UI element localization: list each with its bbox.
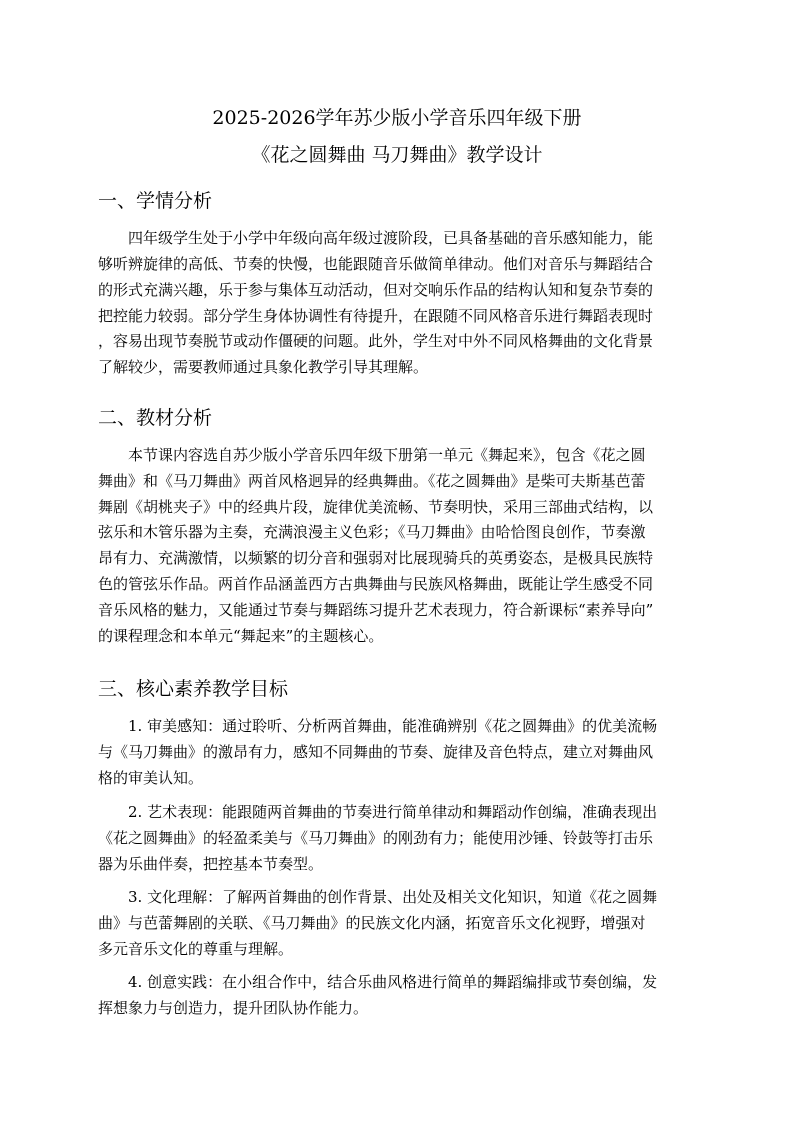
- paragraph-line: 舞曲》和《马刀舞曲》两首风格迥异的经典舞曲。《花之圆舞曲》是柴可夫斯基芭蕾: [98, 472, 646, 490]
- section-heading-learner-analysis: 一、学情分析: [98, 190, 213, 212]
- paragraph-line: 够听辨旋律的高低、节奏的快慢，也能跟随音乐做简单律动。他们对音乐与舞蹈结合: [98, 255, 654, 273]
- objective-line: 挥想象力与创造力，提升团队协作能力。: [98, 999, 369, 1017]
- objective-line: 1. 审美感知：通过聆听、分析两首舞曲，能准确辨别《花之圆舞曲》的优美流畅: [128, 717, 658, 735]
- objective-line: 格的审美认知。: [98, 769, 204, 787]
- paragraph-line: 音乐风格的魅力，又能通过节奏与舞蹈练习提升艺术表现力，符合新课标“素养导向”: [98, 601, 654, 619]
- paragraph-line: 把控能力较弱。部分学生身体协调性有待提升，在跟随不同风格音乐进行舞蹈表现时: [98, 307, 654, 325]
- paragraph-line: 的形式充满兴趣，乐于参与集体互动活动，但对交响乐作品的结构认知和复杂节奏的: [98, 281, 654, 299]
- paragraph-line: 昂有力、充满激情，以频繁的切分音和强弱对比展现骑兵的英勇姿态，是极具民族特: [98, 549, 654, 567]
- paragraph-line: 四年级学生处于小学中年级向高年级过渡阶段，已具备基础的音乐感知能力，能: [128, 229, 654, 247]
- section-heading-teaching-objectives: 三、核心素养教学目标: [98, 678, 289, 700]
- objective-line: 4. 创意实践：在小组合作中，结合乐曲风格进行简单的舞蹈编排或节奏创编，发: [128, 973, 658, 991]
- paragraph-line: 舞剧《胡桃夹子》中的经典片段，旋律优美流畅、节奏明快，采用三部曲式结构，以: [98, 498, 654, 516]
- paragraph-line: 本节课内容选自苏少版小学音乐四年级下册第一单元《舞起来》，包含《花之圆: [128, 446, 646, 464]
- paragraph-line: 的课程理念和本单元“舞起来”的主题核心。: [98, 627, 384, 645]
- paragraph-line: 色的管弦乐作品。两首作品涵盖西方古典舞曲与民族风格舞曲，既能让学生感受不同: [98, 575, 654, 593]
- paragraph-line: 了解较少，需要教师通过具象化教学引导其理解。: [98, 358, 429, 376]
- document-title-line1: 2025-2026学年苏少版小学音乐四年级下册: [212, 107, 582, 129]
- paragraph-line: ，容易出现节奏脱节或动作僵硬的问题。此外，学生对中外不同风格舞曲的文化背景: [98, 332, 654, 350]
- objective-line: 曲》与芭蕾舞剧的关联、《马刀舞曲》的民族文化内涵，拓宽音乐文化视野，增强对: [98, 914, 646, 932]
- objective-line: 《花之圆舞曲》的轻盈柔美与《马刀舞曲》的刚劲有力；能使用沙锤、铃鼓等打击乐: [98, 829, 654, 847]
- objective-line: 3. 文化理解：了解两首舞曲的创作背景、出处及相关文化知识，知道《花之圆舞: [128, 888, 658, 906]
- document-title-line2: 《花之圆舞曲 马刀舞曲》教学设计: [251, 144, 543, 166]
- section-heading-textbook-analysis: 二、教材分析: [98, 407, 213, 429]
- objective-line: 多元音乐文化的尊重与理解。: [98, 940, 294, 958]
- paragraph-line: 弦乐和木管乐器为主奏，充满浪漫主义色彩；《马刀舞曲》由哈恰图良创作，节奏激: [98, 523, 646, 541]
- objective-line: 2. 艺术表现：能跟随两首舞曲的节奏进行简单律动和舞蹈动作创编，准确表现出: [128, 803, 658, 821]
- objective-line: 器为乐曲伴奏，把控基本节奏型。: [98, 855, 324, 873]
- objective-line: 与《马刀舞曲》的激昂有力，感知不同舞曲的节奏、旋律及音色特点，建立对舞曲风: [98, 743, 654, 761]
